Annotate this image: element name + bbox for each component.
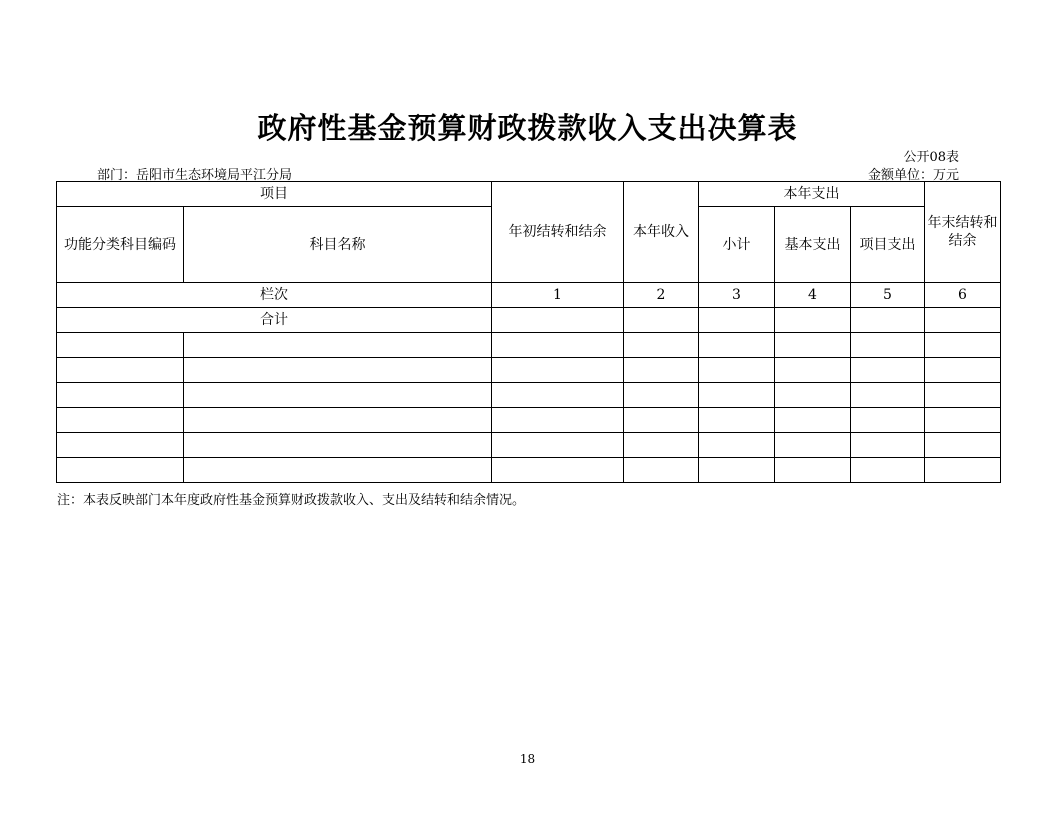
index-label: 栏次 bbox=[57, 283, 492, 308]
header-closing-balance: 年末结转和结余 bbox=[925, 182, 1001, 283]
table-cell bbox=[492, 408, 624, 433]
header-subject-name: 科目名称 bbox=[184, 207, 492, 283]
table-cell bbox=[57, 383, 184, 408]
table-cell bbox=[699, 433, 775, 458]
index-col-3: 3 bbox=[699, 283, 775, 308]
table-cell bbox=[775, 383, 851, 408]
table-cell bbox=[775, 433, 851, 458]
table-cell bbox=[925, 358, 1001, 383]
table-cell bbox=[925, 333, 1001, 358]
header-function-code: 功能分类科目编码 bbox=[57, 207, 184, 283]
department-label: 部门：岳阳市生态环境局平江分局 bbox=[97, 168, 293, 183]
table-cell bbox=[699, 358, 775, 383]
index-col-6: 6 bbox=[925, 283, 1001, 308]
table-cell bbox=[184, 358, 492, 383]
table-cell bbox=[492, 458, 624, 483]
table-cell bbox=[699, 333, 775, 358]
table-cell bbox=[851, 333, 925, 358]
table-cell bbox=[624, 308, 699, 333]
table-cell bbox=[699, 408, 775, 433]
table-cell bbox=[851, 308, 925, 333]
document-title: 政府性基金预算财政拨款收入支出决算表 bbox=[257, 111, 798, 145]
table-cell bbox=[492, 308, 624, 333]
table-cell bbox=[775, 308, 851, 333]
amount-unit-label: 金额单位：万元 bbox=[867, 168, 959, 183]
header-project-expense: 项目支出 bbox=[851, 207, 925, 283]
table-row bbox=[57, 433, 1001, 458]
table-cell bbox=[699, 383, 775, 408]
table-row bbox=[57, 383, 1001, 408]
table-cell bbox=[851, 358, 925, 383]
table-cell bbox=[925, 433, 1001, 458]
table-cell bbox=[925, 383, 1001, 408]
table-cell bbox=[699, 458, 775, 483]
table-cell bbox=[57, 458, 184, 483]
table-cell bbox=[184, 383, 492, 408]
table-cell bbox=[925, 408, 1001, 433]
table-cell bbox=[492, 333, 624, 358]
header-current-expense: 本年支出 bbox=[699, 182, 925, 207]
table-cell bbox=[624, 458, 699, 483]
table-cell bbox=[184, 333, 492, 358]
table-cell bbox=[624, 433, 699, 458]
table-row bbox=[57, 408, 1001, 433]
header-current-income: 本年收入 bbox=[624, 182, 699, 283]
table-cell bbox=[775, 458, 851, 483]
table-cell bbox=[624, 408, 699, 433]
index-row bbox=[57, 283, 1001, 308]
table-cell bbox=[57, 358, 184, 383]
total-label: 合计 bbox=[57, 308, 492, 333]
table-cell bbox=[624, 383, 699, 408]
header-opening-balance: 年初结转和结余 bbox=[492, 182, 624, 283]
table-cell bbox=[851, 383, 925, 408]
header-subtotal: 小计 bbox=[699, 207, 775, 283]
index-col-2: 2 bbox=[624, 283, 699, 308]
table-row bbox=[57, 333, 1001, 358]
table-cell bbox=[775, 358, 851, 383]
table-cell bbox=[624, 333, 699, 358]
table-cell bbox=[851, 458, 925, 483]
table-cell bbox=[775, 408, 851, 433]
form-number: 公开08表 bbox=[903, 150, 959, 165]
table-cell bbox=[57, 408, 184, 433]
header-item: 项目 bbox=[57, 182, 492, 207]
table-cell bbox=[184, 408, 492, 433]
header-row-1 bbox=[57, 182, 1001, 207]
index-col-5: 5 bbox=[851, 283, 925, 308]
header-basic-expense: 基本支出 bbox=[775, 207, 851, 283]
table-cell bbox=[57, 333, 184, 358]
table-cell bbox=[851, 433, 925, 458]
index-col-4: 4 bbox=[775, 283, 851, 308]
table-cell bbox=[184, 433, 492, 458]
table-cell bbox=[492, 383, 624, 408]
table-cell bbox=[925, 458, 1001, 483]
table-cell bbox=[851, 408, 925, 433]
table-cell bbox=[925, 308, 1001, 333]
table-note: 注：本表反映部门本年度政府性基金预算财政拨款收入、支出及结转和结余情况。 bbox=[57, 493, 526, 508]
table-row bbox=[57, 458, 1001, 483]
index-col-1: 1 bbox=[492, 283, 624, 308]
table-cell bbox=[624, 358, 699, 383]
table-cell bbox=[699, 308, 775, 333]
table-cell bbox=[57, 433, 184, 458]
table-row bbox=[57, 358, 1001, 383]
table-cell bbox=[775, 333, 851, 358]
fund-budget-table bbox=[56, 181, 1001, 483]
total-row bbox=[57, 308, 1001, 333]
page-number: 18 bbox=[519, 752, 536, 766]
table-cell bbox=[492, 433, 624, 458]
table-cell bbox=[184, 458, 492, 483]
table-cell bbox=[492, 358, 624, 383]
